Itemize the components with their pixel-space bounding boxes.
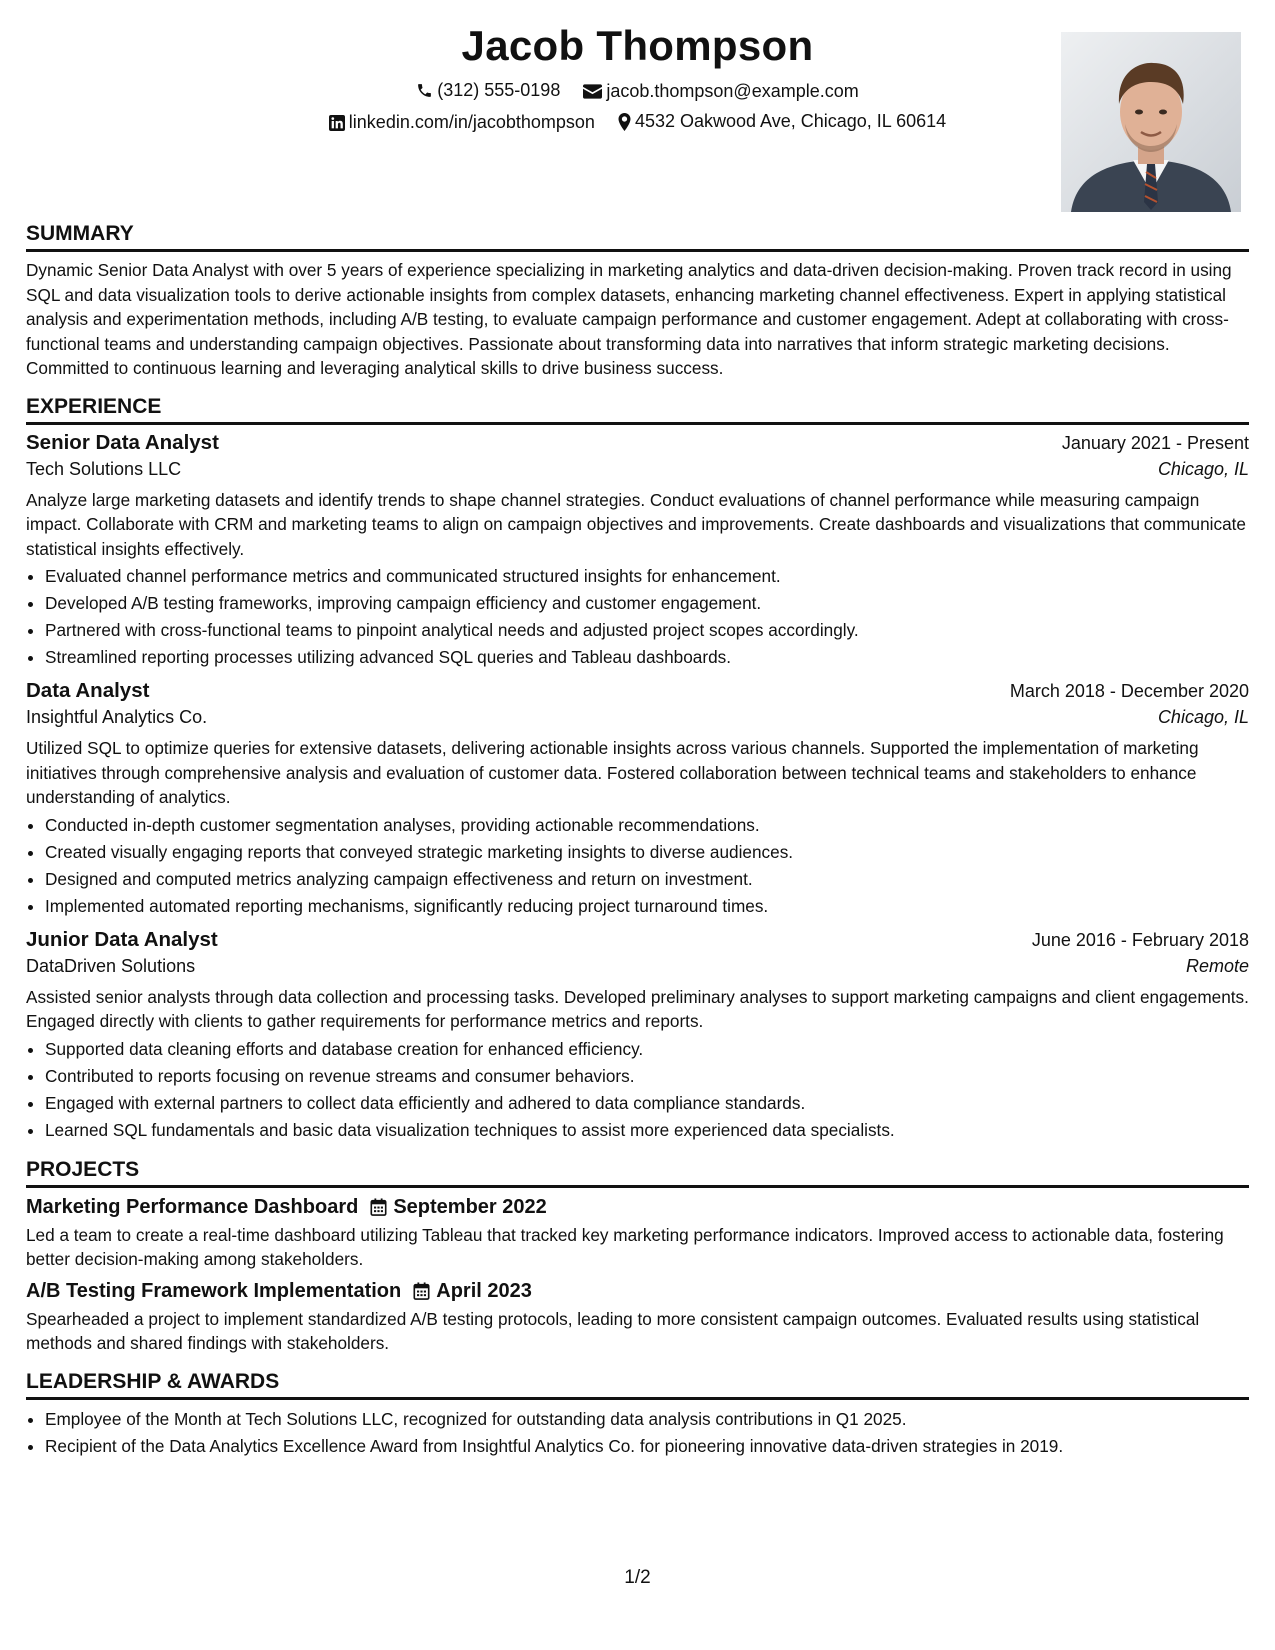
address-contact [618,111,946,132]
profile-photo [1061,32,1241,212]
list-item: • Streamlined reporting processes utilizing advanced SQL queries and Tableau dashboards. [45,644,1249,671]
job-subheader [26,455,1249,480]
project-entry [26,1196,1249,1272]
experience-section [26,395,1249,1144]
email-contact[interactable] [583,81,858,102]
list-item: • Employee of the Month at Tech Solutions LLC, recognized for outstanding data analysis contributions in Q1 2025. [45,1406,1249,1433]
projects-heading: PROJECTS [26,1158,1249,1188]
job-bullets [26,1036,1249,1144]
list-item: • Contributed to reports focusing on revenue streams and consumer behaviors. [45,1063,1249,1090]
summary-text: Dynamic Senior Data Analyst with over 5 years of experience specializing in marketing analytics and data-driven decision-making. Proven track record in using SQL and data visualization tools to derive actionable insights from complex datasets, enhancing marketing channel effectiveness. Expert in applying statistical analysis and experimentation methods, including A/B testing, to evaluate campaign performance and customer engagement. Adept at collaborating with cross-functional teams and understanding campaign objectives. Passionate about transforming data into narratives that inform strategic marketing decisions. Committed to continuous learning and leveraging analytical skills to drive business success. [26,260,1232,378]
job-location: Chicago, IL [1157,458,1249,479]
job-bullets [26,563,1249,671]
list-item: • Engaged with external partners to collect data efficiently and adhered to data compliance standards. [45,1090,1249,1117]
job-subheader [26,952,1249,977]
list-item: • Created visually engaging reports that conveyed strategic marketing insights to diverse audiences. [45,839,1249,866]
list-item: • Recipient of the Data Analytics Excellence Award from Insightful Analytics Co. for pioneering innovative data-driven strategies in 2019. [45,1433,1249,1460]
job-entry [26,679,1249,920]
job-dates: June 2016 - February 2018 [1031,929,1249,950]
envelope-icon [583,84,602,99]
resume-header [26,0,1249,222]
awards-list [26,1406,1249,1460]
list-item: • Learned SQL fundamentals and basic data visualization techniques to assist more experienced data specialists. [45,1117,1249,1144]
list-item: • Supported data cleaning efforts and database creation for enhanced efficiency. [45,1036,1249,1063]
list-item: • Conducted in-depth customer segmentation analyses, providing actionable recommendations. [45,812,1249,839]
project-name: Marketing Performance Dashboard [26,1195,359,1218]
list-item: • Partnered with cross-functional teams to pinpoint analytical needs and adjusted project scopes accordingly. [45,617,1249,644]
resume-page [26,0,1249,1650]
job-description: Assisted senior analysts through data collection and processing tasks. Developed preliminary analyses to support marketing campaigns and client engagements. Engaged directly with clients to gather requirements for performance metrics and reports. [26,986,1249,1031]
linkedin-icon [329,115,345,131]
project-description: Spearheaded a project to implement standardized A/B testing protocols, leading to more consistent campaign outcomes. Evaluated results using statistical methods and shared findings with stakeholders. [26,1308,1200,1353]
calendar-icon [370,1198,387,1216]
candidate-name: Jacob Thompson [461,22,814,69]
project-header [26,1196,1249,1219]
job-title: Data Analyst [26,679,150,702]
company-name: Tech Solutions LLC [26,458,182,479]
job-header [26,431,1249,455]
company-name: DataDriven Solutions [26,955,196,976]
project-date: April 2023 [436,1279,532,1302]
job-location: Chicago, IL [1157,707,1249,727]
project-description: Led a team to create a real-time dashboard utilizing Tableau that tracked key marketing performance indicators. Improved access to actionable data, fostering better decision-making among stakeholders. [26,1224,1224,1269]
map-pin-icon [618,113,631,131]
project-entry [26,1280,1249,1356]
awards-section [26,1370,1249,1460]
summary-heading: SUMMARY [26,222,1249,252]
linkedin-contact[interactable] [329,112,595,133]
list-item: • Implemented automated reporting mechanisms, significantly reducing project turnaround times. [45,893,1249,920]
job-dates: January 2021 - Present [1061,432,1249,453]
summary-section [26,222,1249,381]
awards-heading: LEADERSHIP & AWARDS [26,1370,1249,1400]
job-location: Remote [1185,955,1249,976]
project-header [26,1280,1249,1303]
calendar-icon [413,1282,430,1300]
job-entry [26,928,1249,1144]
phone-contact [416,80,560,101]
address-text: 4532 Oakwood Ave, Chicago, IL 60614 [634,111,947,131]
email-address[interactable]: jacob.thompson@example.com [606,81,859,101]
job-title: Senior Data Analyst [26,430,219,454]
job-entry [26,431,1249,672]
experience-heading: EXPERIENCE [26,395,1249,425]
job-title: Junior Data Analyst [26,927,218,951]
job-header [26,928,1249,952]
company-name: Insightful Analytics Co. [26,707,208,727]
list-item: • Developed A/B testing frameworks, improving campaign efficiency and customer engagement. [45,590,1249,617]
job-header [26,679,1249,703]
phone-number: (312) 555-0198 [437,80,561,100]
project-name: A/B Testing Framework Implementation [26,1279,402,1302]
job-bullets [26,812,1249,920]
avatar [1061,32,1241,212]
project-date: September 2022 [393,1195,547,1218]
list-item: • Designed and computed metrics analyzing campaign effectiveness and return on investment. [45,866,1249,893]
job-dates: March 2018 - December 2020 [1009,681,1249,701]
job-description: Analyze large marketing datasets and identify trends to shape channel strategies. Conduct evaluations of channel performance while measuring campaign impact. Collaborate with CRM and marketing teams to align on campaign objectives and improvements. Create dashboards and visualizations that communicate statistical insights effectively. [26,489,1246,559]
projects-section [26,1158,1249,1356]
page-number: 1/2 [624,1567,651,1588]
list-item: • Evaluated channel performance metrics and communicated structured insights for enhancement. [45,563,1249,590]
linkedin-url[interactable]: linkedin.com/in/jacobthompson [348,112,595,132]
phone-icon [416,82,433,99]
job-description: Utilized SQL to optimize queries for extensive datasets, delivering actionable insights across various channels. Supported the implementation of marketing initiatives through comprehensive analysis and evaluation of customer data. Fostered collaboration between technical teams and stakeholders to enhance understanding of analytics. [26,738,1199,807]
job-subheader [26,703,1249,728]
